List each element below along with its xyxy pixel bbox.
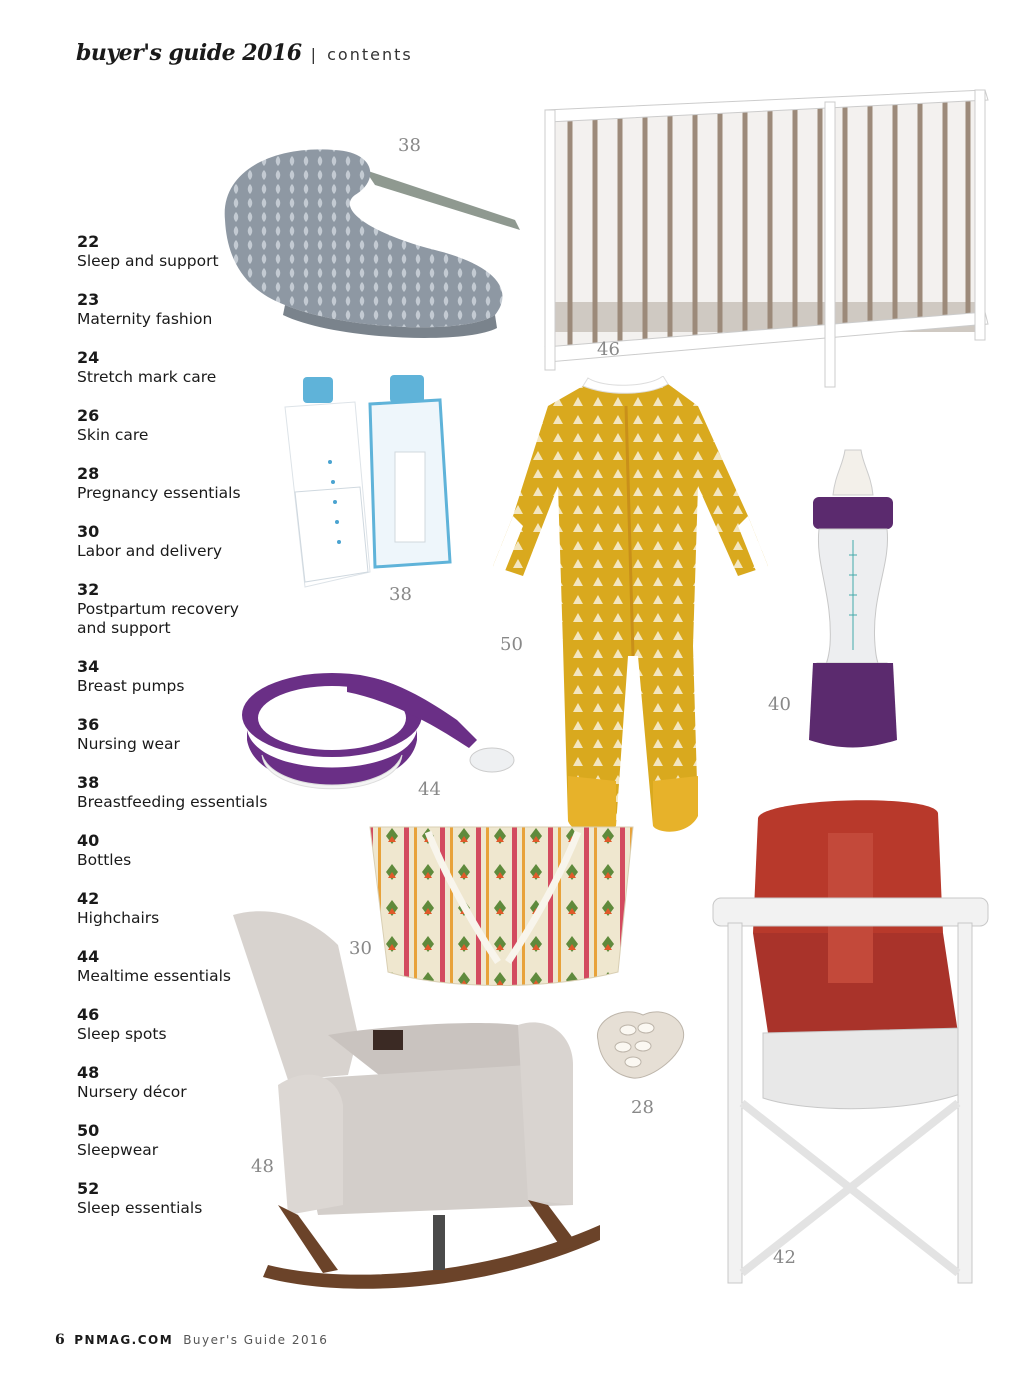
toc-item[interactable] bbox=[77, 715, 180, 754]
toc-label: Pregnancy essentials bbox=[77, 484, 241, 502]
toc-page: 46 bbox=[77, 1005, 100, 1024]
toc-label: Mealtime essentials bbox=[77, 967, 231, 985]
toc-label: Sleep essentials bbox=[77, 1199, 203, 1217]
toc-label: Sleepwear bbox=[77, 1141, 159, 1159]
toc-item[interactable] bbox=[77, 580, 247, 638]
toc-page: 48 bbox=[77, 1063, 100, 1082]
toc-page: 34 bbox=[77, 657, 100, 676]
toc-page: 50 bbox=[77, 1121, 100, 1140]
toc-label: Sleep spots bbox=[77, 1025, 167, 1043]
pillow-page-number: 38 bbox=[398, 135, 421, 156]
bowl-page-number: 44 bbox=[418, 779, 441, 800]
toc-page: 24 bbox=[77, 348, 100, 367]
milk-storage-bags-image[interactable] bbox=[275, 372, 455, 597]
toc-item[interactable] bbox=[77, 889, 159, 928]
bottle-page-number: 40 bbox=[768, 694, 791, 715]
toc-page: 38 bbox=[77, 773, 100, 792]
toc-page: 40 bbox=[77, 831, 100, 850]
toc-item[interactable] bbox=[77, 348, 216, 387]
toc-item[interactable] bbox=[77, 657, 184, 696]
toc-item[interactable] bbox=[77, 232, 219, 271]
baby-sleeper-image[interactable] bbox=[488, 376, 778, 836]
toc-item[interactable] bbox=[77, 1063, 187, 1102]
toc-label: Breastfeeding essentials bbox=[77, 793, 268, 811]
footer-guide: Buyer's Guide 2016 bbox=[183, 1333, 329, 1347]
pendant-image[interactable] bbox=[588, 1000, 693, 1090]
page-header bbox=[76, 40, 413, 66]
toc-item[interactable] bbox=[77, 522, 222, 561]
nursing-pillow-image[interactable] bbox=[215, 140, 535, 340]
milk-bags-page-number: 38 bbox=[389, 584, 412, 605]
toc-label: Nursery décor bbox=[77, 1083, 187, 1101]
highchair-page-number: 42 bbox=[773, 1247, 796, 1268]
toc-page: 22 bbox=[77, 232, 100, 251]
toc-page: 44 bbox=[77, 947, 100, 966]
toc-label: Highchairs bbox=[77, 909, 160, 927]
toc-label: Nursing wear bbox=[77, 735, 180, 753]
toc-item[interactable] bbox=[77, 290, 212, 329]
toc-page: 32 bbox=[77, 580, 100, 599]
toc-page: 23 bbox=[77, 290, 100, 309]
toc-label: Skin care bbox=[77, 426, 149, 444]
page-footer bbox=[55, 1332, 328, 1348]
sleeper-page-number: 50 bbox=[500, 634, 523, 655]
footer-site: PNMAG.COM bbox=[74, 1333, 174, 1347]
toc-item[interactable] bbox=[77, 464, 241, 503]
toc-label: Bottles bbox=[77, 851, 132, 869]
header-title: buyer's guide 2016 bbox=[76, 40, 302, 66]
header-section: contents bbox=[327, 45, 413, 64]
toc-item[interactable] bbox=[77, 831, 131, 870]
toc-item[interactable] bbox=[77, 1179, 202, 1218]
toc-page: 36 bbox=[77, 715, 100, 734]
pendant-page-number: 28 bbox=[631, 1097, 654, 1118]
toc-label: Breast pumps bbox=[77, 677, 185, 695]
header-separator: | bbox=[310, 45, 319, 64]
toc-item[interactable] bbox=[77, 1121, 158, 1160]
rocker-page-number: 48 bbox=[251, 1156, 274, 1177]
toc-page: 28 bbox=[77, 464, 100, 483]
crib-page-number: 46 bbox=[597, 339, 620, 360]
toc-label: Maternity fashion bbox=[77, 310, 213, 328]
toc-label: Stretch mark care bbox=[77, 368, 217, 386]
footer-page-number: 6 bbox=[55, 1332, 67, 1348]
tote-page-number: 30 bbox=[349, 938, 372, 959]
baby-bottle-image[interactable] bbox=[805, 445, 900, 750]
highchair-image[interactable] bbox=[708, 793, 993, 1293]
toc-item[interactable] bbox=[77, 1005, 167, 1044]
toc-item[interactable] bbox=[77, 406, 148, 445]
toc-page: 26 bbox=[77, 406, 100, 425]
bowl-spoon-image[interactable] bbox=[237, 660, 522, 805]
rocking-chair-image[interactable] bbox=[228, 905, 600, 1300]
toc-label: Postpartum recovery and support bbox=[77, 600, 239, 637]
toc-page: 52 bbox=[77, 1179, 100, 1198]
toc-page: 42 bbox=[77, 889, 100, 908]
toc-label: Labor and delivery bbox=[77, 542, 223, 560]
toc-item[interactable] bbox=[77, 947, 231, 986]
toc-label: Sleep and support bbox=[77, 252, 219, 270]
toc-page: 30 bbox=[77, 522, 100, 541]
